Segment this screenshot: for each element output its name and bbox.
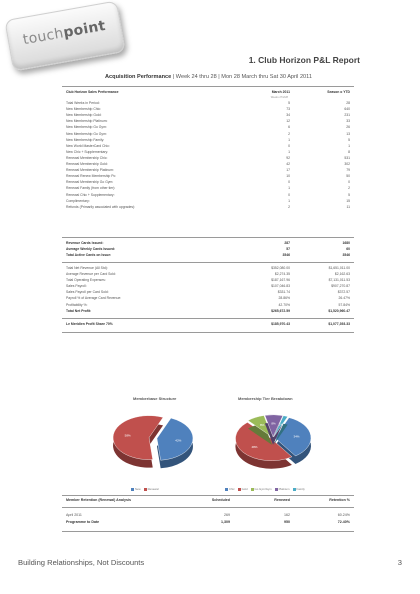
header-col-retention: Retention % <box>329 498 350 502</box>
table-row <box>66 204 350 210</box>
pie-data-label: 8% <box>259 423 265 428</box>
row-value-ytd: 57.84% <box>338 302 350 307</box>
pie-data-label: 8% <box>271 421 276 426</box>
row-value-ytd: 5 <box>348 192 350 197</box>
row-value-ytd: $1,077,393.33 <box>328 322 350 326</box>
row-label: New Membership Gold: <box>66 113 102 118</box>
row-value-ytd: 1680 <box>342 241 350 245</box>
header-col-scheduled: Scheduled <box>211 498 230 502</box>
pie-data-label: 58% <box>124 433 131 438</box>
row-value-month: $2,274.35 <box>274 272 290 277</box>
divider <box>62 332 354 333</box>
row-value-renewed: 950 <box>284 520 290 524</box>
row-value-month: 1 <box>288 186 290 191</box>
touchpoint-logo <box>4 0 125 71</box>
legend-swatch <box>293 488 296 491</box>
meridien-table <box>66 321 350 327</box>
row-value-ytd: 60 <box>346 247 350 252</box>
header-label: Member Retention (Renewal) Analysis <box>66 498 131 502</box>
row-value-month: 1 <box>288 198 290 203</box>
row-label: New World MasterCard Chic: <box>66 143 110 148</box>
row-value-month: 42 <box>286 162 290 167</box>
footer-tagline: Building Relationships, Not Discounts <box>18 558 145 567</box>
row-value-month: 0 <box>288 192 290 197</box>
row-value-ytd: 3546 <box>342 253 350 258</box>
row-value-month: 10 <box>286 174 290 179</box>
row-label: Total Operating Expenses: <box>66 278 106 283</box>
table-header <box>66 497 350 504</box>
row-value-ytd: 8 <box>348 149 350 154</box>
row-value-ytd: 11 <box>346 204 350 209</box>
row-value-ytd: 531 <box>344 155 350 160</box>
divider <box>62 495 354 496</box>
divider <box>62 507 354 508</box>
row-value-month: 73 <box>286 107 290 112</box>
row-value-ytd: $1,520,960.47 <box>328 308 350 313</box>
row-value-retention: 60.24% <box>337 513 350 517</box>
row-label: New Membership Platinum: <box>66 119 108 124</box>
row-value-month: $187,167.96 <box>271 278 290 283</box>
row-value-month: 0 <box>288 143 290 148</box>
row-value-ytd: 15 <box>346 198 350 203</box>
row-value-ytd: 26.47% <box>338 296 350 301</box>
row-value-ytd: 302 <box>344 162 350 167</box>
divider <box>62 318 354 319</box>
legend-label: Chic <box>229 487 235 491</box>
row-label: Renewal Family (from other tier): <box>66 186 116 191</box>
row-label: Complimentary: <box>66 198 90 203</box>
row-label: Sales Payroll: <box>66 284 87 289</box>
divider <box>62 531 354 532</box>
legend-swatch <box>238 488 241 491</box>
header-col-ytd: Season o YTD <box>327 90 350 94</box>
row-value-renewed: 162 <box>284 513 290 517</box>
revenue-rows <box>66 265 350 314</box>
row-value-scheduled: 1,309 <box>221 520 230 524</box>
row-value-scheduled: 269 <box>224 513 230 517</box>
legend-swatch <box>225 488 228 491</box>
row-value-ytd: 0 <box>348 180 350 185</box>
legend-label: New <box>135 487 141 491</box>
row-value-month: 34 <box>286 113 290 118</box>
row-value-ytd: $372.57 <box>337 290 350 295</box>
table-header <box>66 89 350 95</box>
retention-rows <box>66 512 350 526</box>
header-col-month: March 2011 <box>271 90 290 94</box>
row-value-month: 0 <box>288 180 290 185</box>
row-value-month: 28.86% <box>278 296 290 301</box>
row-label: Sales Payroll per Card Sold: <box>66 290 109 295</box>
row-label: Renewal Renew Membership Pc: <box>66 174 117 179</box>
memberbase-legend <box>128 487 159 491</box>
logo-text-light: touch <box>21 25 65 49</box>
memberbase-pie-chart <box>98 404 208 482</box>
row-label: New Membership Go Gym: <box>66 131 107 136</box>
row-value-month: 42.70% <box>278 302 290 307</box>
row-label: Renewal Membership Platinum: <box>66 168 114 173</box>
legend-label: Platinum <box>278 487 290 491</box>
row-value-ytd: 79 <box>346 168 350 173</box>
cards-table <box>66 240 350 258</box>
row-value-month: $331.74 <box>277 290 290 295</box>
revenue-table <box>66 265 350 314</box>
row-value-ytd: 2 <box>348 186 350 191</box>
row-value-ytd: $7,131,011.53 <box>328 278 350 283</box>
row-label: Renewal Membership Chic: <box>66 155 108 160</box>
row-value-month: 2 <box>288 204 290 209</box>
row-value-ytd: 13 <box>346 131 350 136</box>
pie-data-label: 48% <box>251 444 258 449</box>
row-label: Renewal Membership Gold: <box>66 162 108 167</box>
table-row <box>66 321 350 327</box>
row-value-ytd: 33 <box>346 119 350 124</box>
table-row <box>66 519 350 526</box>
row-value-month: 3546 <box>282 253 290 258</box>
logo-text-bold: point <box>62 17 107 42</box>
row-value-month: 2 <box>288 131 290 136</box>
row-label: Programme to Date <box>66 520 100 524</box>
row-label: Refunds (Primarily associated with upgrades): <box>66 204 136 209</box>
row-value-ytd: $907,270.87 <box>331 284 350 289</box>
row-value-month: 17 <box>286 168 290 173</box>
row-value-month: $352,080.00 <box>271 266 290 270</box>
row-value-month: 5 <box>288 101 290 106</box>
header-col-renewed: Renewed <box>274 498 290 502</box>
row-value-ytd: 231 <box>344 113 350 118</box>
divider <box>62 86 354 87</box>
page-number: 3 <box>397 558 402 567</box>
row-value-month: 1 <box>288 149 290 154</box>
row-label: Profitability %: <box>66 302 88 307</box>
tier-legend <box>222 487 305 491</box>
pie-data-label: 2% <box>278 422 283 427</box>
table-row <box>66 512 350 519</box>
row-value-ytd: 5 <box>348 137 350 142</box>
row-label: Revenue Cards Issued: <box>66 241 104 245</box>
row-value-month: 92 <box>286 155 290 160</box>
row-label: Renewal Chic + Supplementary: <box>66 192 115 197</box>
header-label: Club Horizon Sales Performance <box>66 90 119 94</box>
sales-performance-table <box>66 89 350 210</box>
divider <box>62 262 354 263</box>
chart-title-tier: Membership Tier Breakdown <box>238 396 293 401</box>
legend-label: Family <box>296 487 305 491</box>
row-value-ytd: 26 <box>346 125 350 130</box>
pie-slice <box>113 416 163 468</box>
row-label: Renewal Membership Go Gym: <box>66 180 114 185</box>
subtitle-rest: | Week 24 thru 28 | Mon 28 March thru Sat 30 April 2011 <box>171 74 312 80</box>
legend-label: Gold <box>241 487 248 491</box>
row-value-ytd: $2,162.63 <box>334 272 350 277</box>
row-label: Total Net Revenue (All Std): <box>66 266 108 270</box>
row-value-ytd: 640 <box>344 107 350 112</box>
row-label: Average Revenue per Card Sold: <box>66 272 116 277</box>
legend-label: Go Gym/Gym <box>254 487 272 491</box>
report-subtitle <box>105 74 312 80</box>
row-value-month: 12 <box>286 119 290 124</box>
chart-title-memberbase: Memberbase Structure <box>133 396 177 401</box>
row-label: New Membership Family: <box>66 137 105 142</box>
divider <box>62 237 354 238</box>
table-row <box>66 308 350 314</box>
row-label: New Membership Chic: <box>66 107 102 112</box>
tier-pie-chart <box>218 404 328 482</box>
subtitle-bold: Acquisition Performance <box>105 74 172 80</box>
row-label: Le Meridien Profit Share 70% <box>66 322 113 326</box>
legend-swatch <box>275 488 278 491</box>
retention-table <box>66 497 350 526</box>
legend-label: Renewal <box>147 487 159 491</box>
row-label: Total Net Profit: <box>66 308 92 313</box>
row-value-ytd: 1 <box>348 143 350 148</box>
row-value-month: 287 <box>284 241 290 245</box>
row-value-month: 57 <box>286 247 290 252</box>
row-label: Payroll % of Average Card Revenue: <box>66 296 122 301</box>
cards-rows <box>66 240 350 258</box>
legend-swatch <box>144 488 147 491</box>
row-value-month: 6 <box>288 125 290 130</box>
report-title: 1. Club Horizon P&L Report <box>248 55 360 65</box>
row-label: April 2011 <box>66 513 82 517</box>
row-label: Total Active Cards on Issue: <box>66 253 112 258</box>
row-label: Total Weeks in Period: <box>66 101 100 106</box>
row-value-retention: 72.40% <box>337 520 350 524</box>
row-label: New Membership Go Gym: <box>66 125 107 130</box>
row-label: New Chic + Supplementary: <box>66 149 109 154</box>
legend-swatch <box>131 488 134 491</box>
sales-rows <box>66 100 350 210</box>
row-value-month: $107,046.83 <box>271 284 290 289</box>
row-value-ytd: 50 <box>346 174 350 179</box>
row-value-month: $185,970.43 <box>271 322 290 326</box>
pie-data-label: 42% <box>175 438 182 443</box>
row-label: Average Weekly Cards Issued: <box>66 247 116 252</box>
header-subnote: Weeks 27/2/28 <box>270 96 288 100</box>
row-value-month: 1 <box>288 137 290 142</box>
row-value-ytd: 28 <box>346 101 350 106</box>
table-row <box>66 252 350 258</box>
row-value-month: $265,672.59 <box>271 308 290 313</box>
legend-swatch <box>251 488 254 491</box>
pie-data-label: 34% <box>293 434 300 439</box>
row-value-ytd: $1,651,011.00 <box>328 266 350 270</box>
